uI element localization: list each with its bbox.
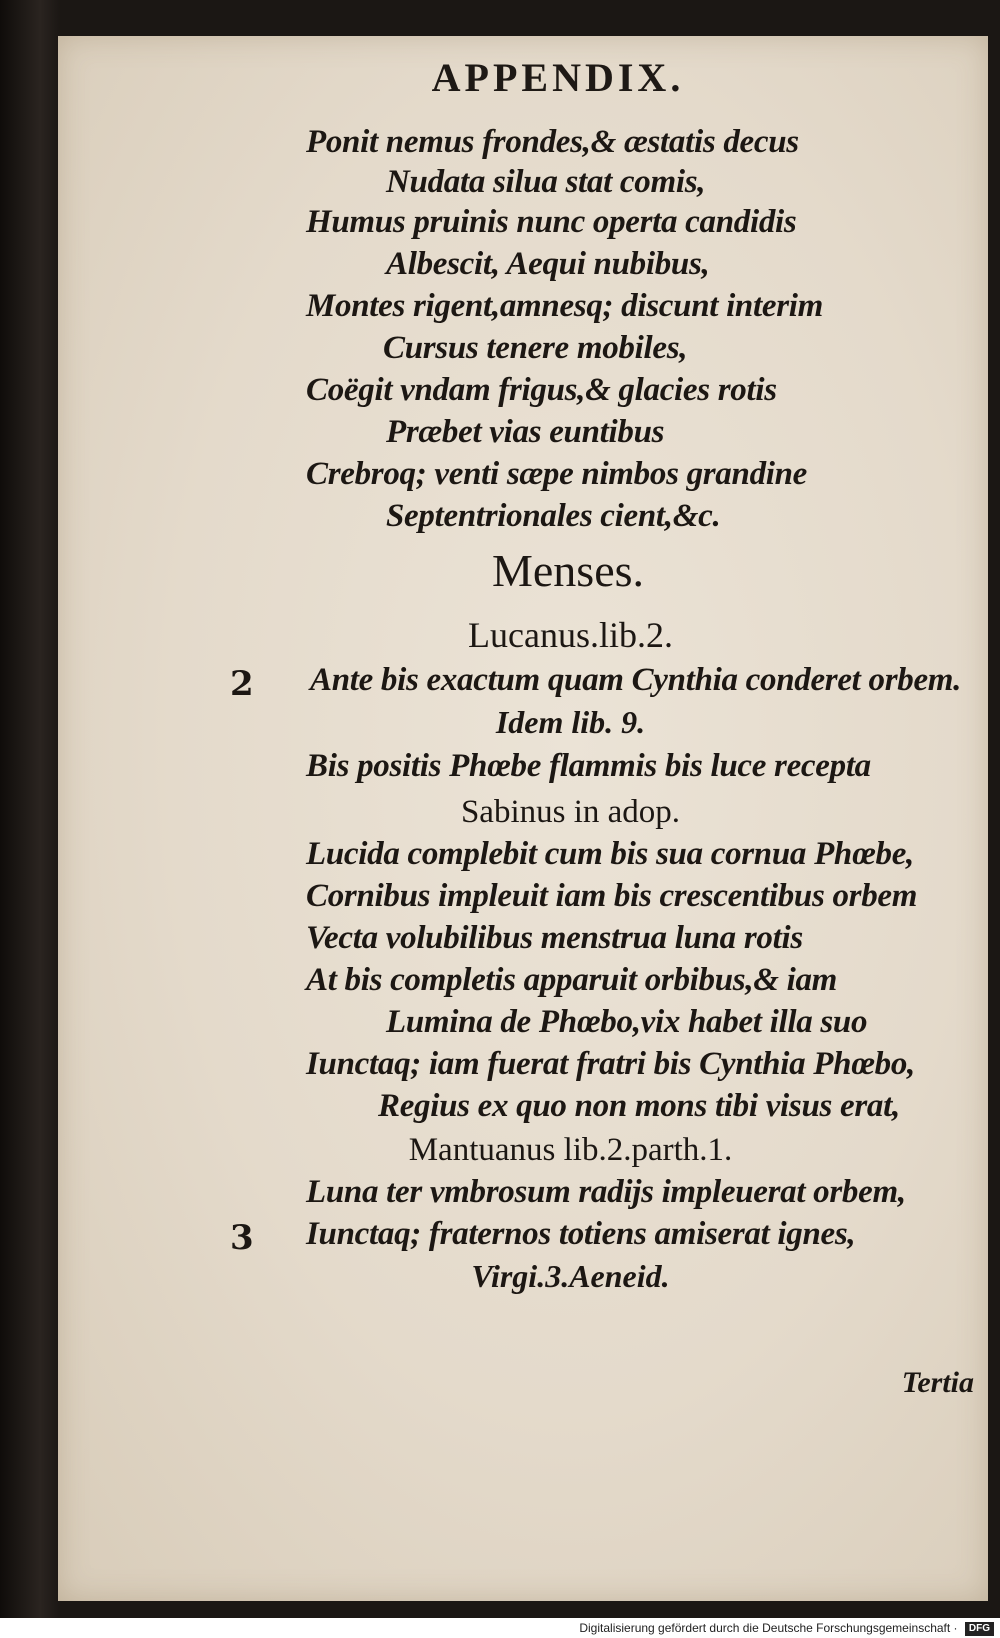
section-title: Menses. [491, 545, 645, 596]
quote-line-lucanus: Ante bis exactum quam Cynthia conderet orbem. [310, 662, 962, 698]
quote-line-sabinus: Lumina de Phœbo,vix habet illa suo [386, 1004, 868, 1040]
quote-line-mantuanus: Iunctaq; fraternos totiens amiserat ignes, [306, 1216, 856, 1252]
poem-line: Montes rigent,amnesq; discunt interim [306, 288, 823, 324]
source-citation-mantuanus: Mantuanus lib.2.parth.1. [408, 1132, 733, 1168]
source-citation-lucanus: Lucanus.lib.2. [468, 615, 673, 655]
quote-line-sabinus: At bis completis apparuit orbibus,& iam [306, 962, 838, 998]
running-head: APPENDIX. [431, 55, 685, 100]
quote-line-sabinus: Vecta volubilibus menstrua luna rotis [306, 920, 803, 956]
source-citation-sabinus: Sabinus in adop. [460, 794, 681, 830]
poem-line: Humus pruinis nunc operta candidis [306, 204, 797, 240]
quote-line-sabinus: Cornibus impleuit iam bis crescentibus orbem [306, 878, 918, 914]
poem-line: Crebroq; venti sæpe nimbos grandine [306, 456, 808, 492]
footer-label: Digitalisierung gefördert durch die Deutsche Forschungsgemeinschaft · [579, 1621, 958, 1635]
source-citation-virgil: Virgi.3.Aeneid. [471, 1258, 670, 1294]
poem-line: Coëgit vndam frigus,& glacies rotis [306, 372, 777, 408]
dfg-logo-icon: DFG [965, 1622, 994, 1636]
poem-line: Albescit, Aequi nubibus, [386, 246, 710, 282]
catchword: Tertia [901, 1366, 974, 1399]
quote-line-idem: Bis positis Phœbe flammis bis luce recepta [306, 748, 871, 784]
poem-line: Cursus tenere mobiles, [383, 330, 688, 366]
quote-line-mantuanus: Luna ter vmbrosum radijs impleuerat orbem, [306, 1174, 906, 1210]
source-citation-idem: Idem lib. 9. [495, 704, 646, 740]
poem-line: Nudata silua stat comis, [386, 164, 706, 200]
poem-line: Præbet vias euntibus [386, 414, 665, 450]
margin-mark-2: 2 [230, 664, 254, 704]
poem-line: Septentrionales cient,&c. [386, 498, 721, 534]
book-page [58, 36, 988, 1601]
quote-line-sabinus: Lucida complebit cum bis sua cornua Phœbe, [306, 836, 915, 872]
margin-mark-3: 3 [230, 1218, 254, 1258]
quote-line-sabinus: Regius ex quo non mons tibi visus erat, [378, 1088, 900, 1124]
poem-line: Ponit nemus frondes,& æstatis decus [306, 124, 799, 160]
quote-line-sabinus: Iunctaq; iam fuerat fratri bis Cynthia Phœbo, [306, 1046, 916, 1082]
digitization-footer [0, 1618, 1000, 1638]
